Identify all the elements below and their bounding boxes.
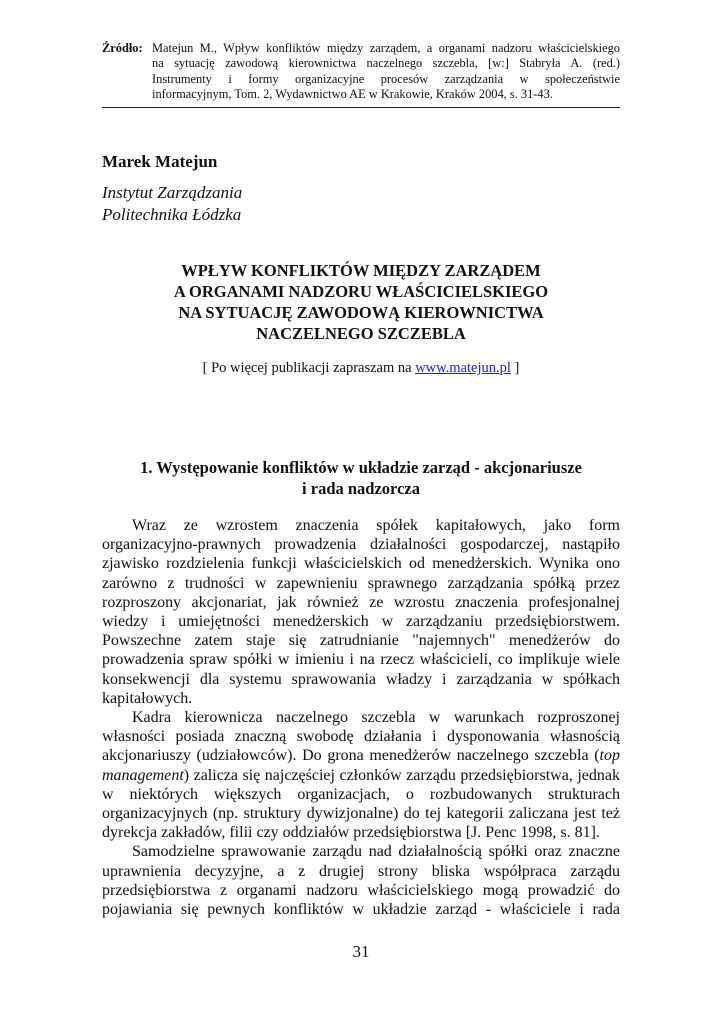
website-link[interactable]: www.matejun.pl (415, 360, 511, 376)
section-heading-line: 1. Występowanie konfliktów w układzie zarząd - akcjonariusze (140, 458, 582, 477)
title-line: NACZELNEGO SZCZEBLA (256, 324, 466, 343)
paragraph (102, 708, 620, 842)
source-line: na sytuację zawodową kierownictwa naczelnego szczebla, [w:] Stabryła A. (red.) (152, 56, 620, 71)
title-line: A ORGANAMI NADZORU WŁAŚCICIELSKIEGO (173, 282, 549, 301)
text-line: w niektórych większych organizacjach, o rozbudowanych strukturach (102, 785, 620, 803)
institution-line: Instytut Zarządzania (102, 183, 243, 202)
section-heading-line: i rada nadzorcza (302, 479, 420, 498)
author-institution (102, 182, 242, 226)
pub-note-prefix: [ Po więcej publikacji zapraszam na (202, 360, 416, 376)
text-line: organizacyjnych (np. struktury dywizjonalne) do tej kategorii zaliczana jest też (102, 805, 620, 823)
source-line: Matejun M., Wpływ konfliktów między zarządem, a organami nadzoru właścicielskiego (152, 41, 620, 55)
text-line: wiedzy i umiejętności menedżerskich w zarządzaniu przedsiębiorstwem. (102, 613, 620, 631)
title-line: WPŁYW KONFLIKTÓW MIĘDZY ZARZĄDEM (181, 261, 541, 280)
text-line: akcjonariuszy (udziałowców). Do grona menedżerów naczelnego szczebla (top (102, 747, 620, 765)
author-name: Marek Matejun (102, 152, 218, 171)
paragraph (102, 516, 620, 708)
text-line: dyrekcja zakładów, filii czy oddziałów przedsiębiorstwa [J. Penc 1998, s. 81]. (102, 824, 600, 842)
text-line: zarówno z trudności w zapewnieniu sprawnego zarządzania spółką przez (102, 574, 620, 592)
source-line: informacyjnym, Tom. 2, Wydawnictwo AE w Krakowie, Kraków 2004, s. 31-43. (152, 86, 553, 101)
text-line: własności posiada znaczną swobodę działania i dysponowania własnością (102, 728, 620, 746)
text-line: prowadzenia spraw spółki w imieniu i na rzecz właścicieli, co implikuje wiele (102, 651, 620, 669)
text-line: rozproszony akcjonariat, jak również ze wzrostu znaczenia profesjonalnej (102, 593, 620, 611)
paragraph (102, 842, 620, 919)
section-heading (102, 457, 620, 499)
text-line: management) zalicza się najczęściej członków zarządu przedsiębiorstwa, jednak (102, 766, 620, 784)
text-line: przedsiębiorstwa z organami nadzoru właścicielskiego mogą prowadzić do (102, 881, 620, 899)
source-label: Źródło: (102, 41, 143, 55)
text-line: Wraz ze wzrostem znaczenia spółek kapitałowych, jako form (132, 517, 620, 534)
institution-line: Politechnika Łódzka (102, 205, 242, 224)
title-line: NA SYTUACJĘ ZAWODOWĄ KIEROWNICTWA (178, 303, 544, 322)
text-line: organizacyjno-prawnych prowadzenia działalności gospodarczej, nastąpiło (102, 536, 620, 554)
body-text (102, 516, 620, 919)
page-number: 31 (352, 942, 370, 961)
source-text (152, 41, 620, 102)
source-line: Instrumenty i formy organizacyjne procesów zarządzania w społeczeństwie (152, 71, 620, 86)
text-line: kapitałowych. (102, 689, 193, 707)
paper-title (102, 260, 620, 344)
pub-note-suffix: ] (510, 360, 520, 376)
source-citation (102, 41, 620, 102)
header-rule (102, 107, 620, 108)
text-line: zjawisko rozdzielenia funkcji właścicielskich od menedżerskich. Wynika ono (102, 555, 620, 573)
text-line: Powszechne zatem staje się zatrudnianie "najemnych" menedżerów do (102, 632, 620, 650)
text-line: uprawnienia decyzyjne, a z drugiej strony bliska współpraca zarządu (102, 862, 620, 880)
text-line: Kadra kierownicza naczelnego szczebla w warunkach rozproszonej (132, 709, 620, 727)
text-line: pojawiania się pewnych konfliktów w układzie zarząd - właściciele i rada (102, 901, 620, 919)
text-line: konsekwencji dla systemu sprawowania władzy i zarządzania w spółkach (102, 670, 620, 688)
text-line: Samodzielne sprawowanie zarządu nad działalnością spółki oraz znaczne (132, 843, 620, 861)
publication-note (102, 360, 620, 377)
